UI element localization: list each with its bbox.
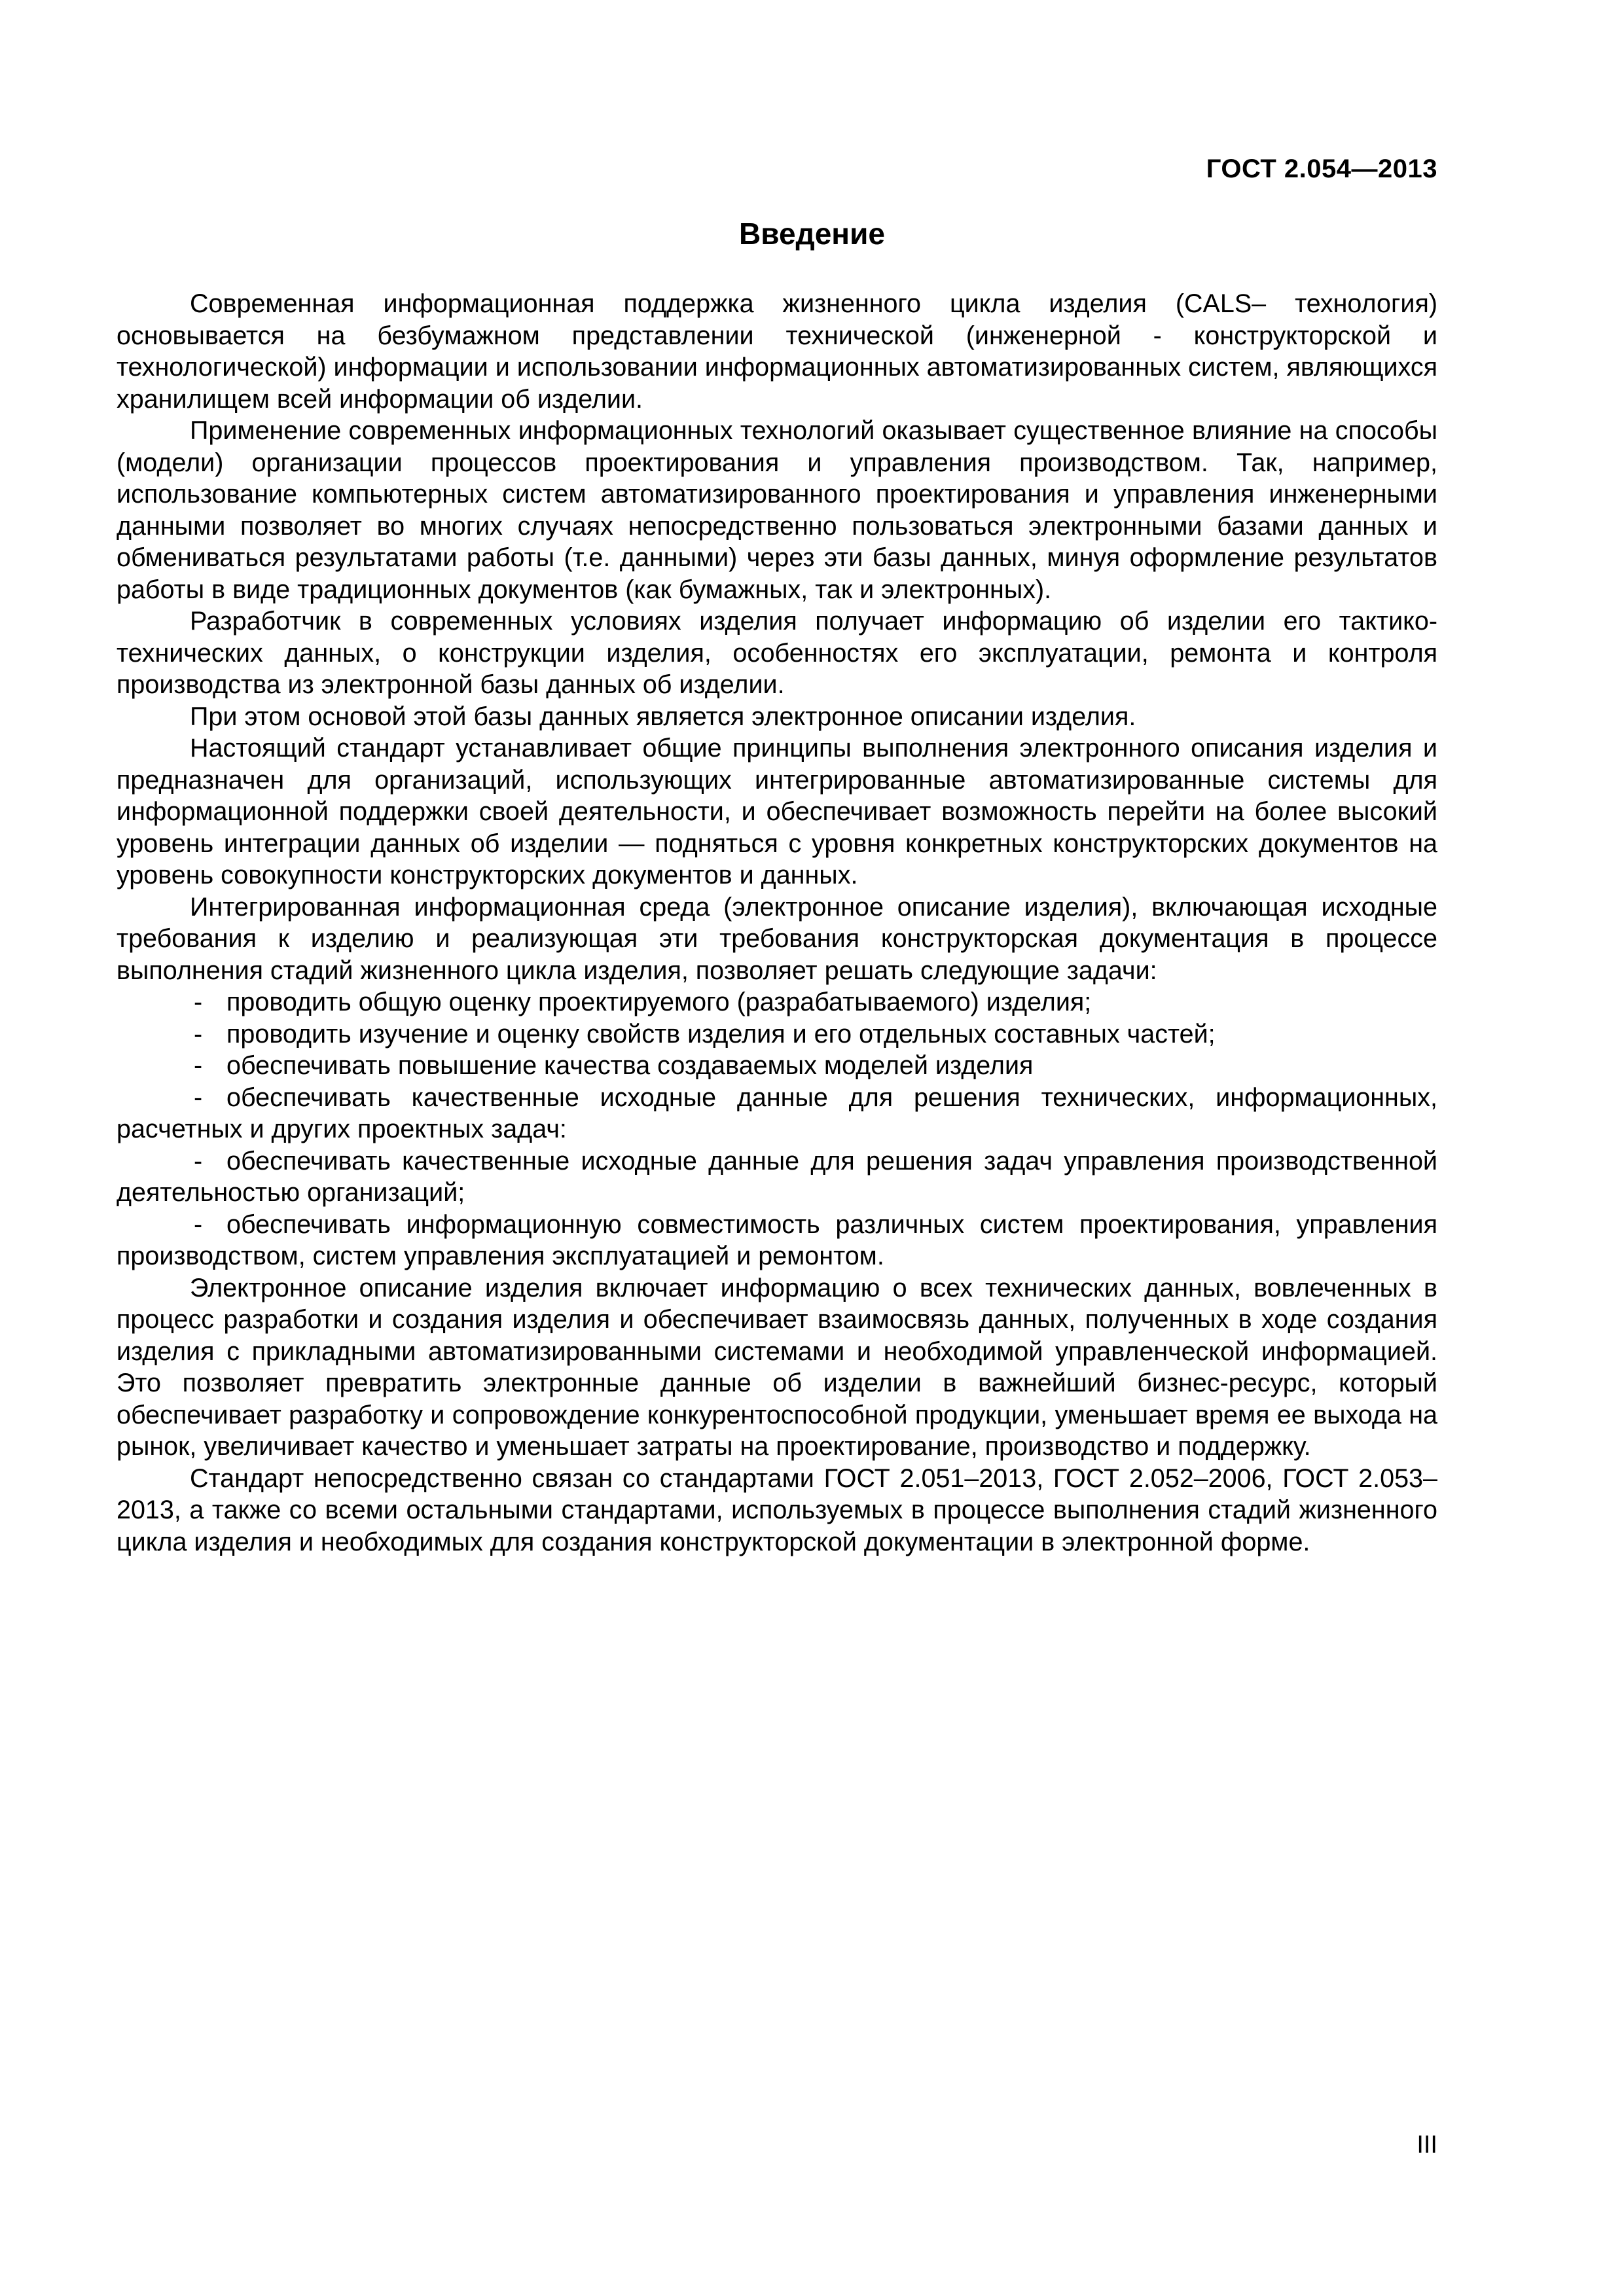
- page-number: III: [1416, 2131, 1437, 2159]
- paragraph-related-standards: Стандарт непосредственно связан со стандартами ГОСТ 2.051–2013, ГОСТ 2.052–2006, ГОСТ 2.053–2013, а также со всеми остальными стандартами, используемых в процессе выполнения стадий жизненного цикла изделия и необходимых для создания конструкторской документации в электронной форме.: [117, 1463, 1437, 1556]
- bullet-marker: -: [194, 1051, 203, 1080]
- list-item-text: проводить общую оценку проектируемого (разрабатываемого) изделия;: [226, 988, 1092, 1016]
- page-title: Введение: [739, 217, 885, 251]
- paragraph-integrated-environment: Интегрированная информационная среда (электронное описание изделия), включающая исходные требования к изделию и реализующая эти требования конструкторская документация в процессе выполнения стадий жизненного цикла изделия, позволяет решать следующие задачи:: [117, 892, 1437, 985]
- list-item-text: проводить изучение и оценку свойств изделия и его отдельных составных частей;: [226, 1019, 1216, 1049]
- bullet-marker: -: [194, 1210, 203, 1239]
- list-item: [117, 1018, 1437, 1050]
- paragraph-database-basis: При этом основой этой базы данных является электронное описании изделия.: [190, 702, 1136, 731]
- paragraph-electronic-description: Электронное описание изделия включает информацию о всех технических данных, вовлеченных в процесс разработки и создания изделия и обеспечивает взаимосвязь данных, полученных в ходе создания изделия с прикладными автоматизированными системами и необходимой управленческой информацией. Это позволяет превратить электронные данные об изделии в важнейший бизнес-ресурс, который обеспечивает разработку и сопровождение конкурентоспособной продукции, уменьшает время ее выхода на рынок, увеличивает качество и уменьшает затраты на проектирование, производство и поддержку.: [117, 1273, 1437, 1461]
- paragraph-it-influence: Применение современных информационных технологий оказывает существенное влияние на способы (модели) организации процессов проектирования и управления производством. Так, например, использование компьютерных систем автоматизированного проектирования и управления инженерными данными позволяет во многих случаях непосредственно пользоваться электронными базами данных и обмениваться результатами работы (т.е. данными) через эти базы данных, минуя оформление результатов работы в виде традиционных документов (как бумажных, так и электронных).: [117, 416, 1437, 604]
- list-item-text: обеспечивать качественные исходные данные для решения задач управления производственной деятельностью организаций;: [117, 1146, 1437, 1207]
- list-item-text: обеспечивать качественные исходные данные для решения технических, информационных, расчетных и других проектных задач:: [117, 1083, 1437, 1143]
- paragraph-standard-scope: Настоящий стандарт устанавливает общие принципы выполнения электронного описания изделия и предназначен для организаций, использующих интегрированные автоматизированные системы для информационной поддержки своей деятельности, и обеспечивает возможность перейти на более высокий уровень интеграции данных об изделии — подняться с уровня конкретных конструкторских документов на уровень совокупности конструкторских документов и данных.: [117, 734, 1437, 889]
- list-item: [117, 1145, 1437, 1209]
- document-code: ГОСТ 2.054—2013: [1206, 154, 1437, 183]
- document-body: [117, 288, 1437, 1558]
- paragraph-developer: Разработчик в современных условиях изделия получает информацию об изделии его тактико-технических данных, о конструкции изделия, особенностях его эксплуатации, ремонта и контроля производства из электронной базы данных об изделии.: [117, 607, 1437, 699]
- list-item: [117, 1050, 1437, 1082]
- list-item-text: обеспечивать информационную совместимость различных систем проектирования, управления производством, систем управления эксплуатацией и ремонтом.: [117, 1210, 1437, 1270]
- bullet-marker: -: [194, 1083, 203, 1112]
- bullet-marker: -: [194, 1146, 203, 1175]
- list-item: [117, 986, 1437, 1018]
- list-item: [117, 1209, 1437, 1272]
- bullet-marker: -: [194, 1019, 203, 1049]
- bullet-marker: -: [194, 988, 203, 1016]
- paragraph-cals-intro: Современная информационная поддержка жизненного цикла изделия (CALS– технология) основывается на безбумажном представлении технической (инженерной - конструкторской и технологической) информации и использовании информационных автоматизированных систем, являющихся хранилищем всей информации об изделии.: [117, 289, 1437, 414]
- list-item-text: обеспечивать повышение качества создаваемых моделей изделия: [226, 1051, 1034, 1080]
- list-item: [117, 1082, 1437, 1145]
